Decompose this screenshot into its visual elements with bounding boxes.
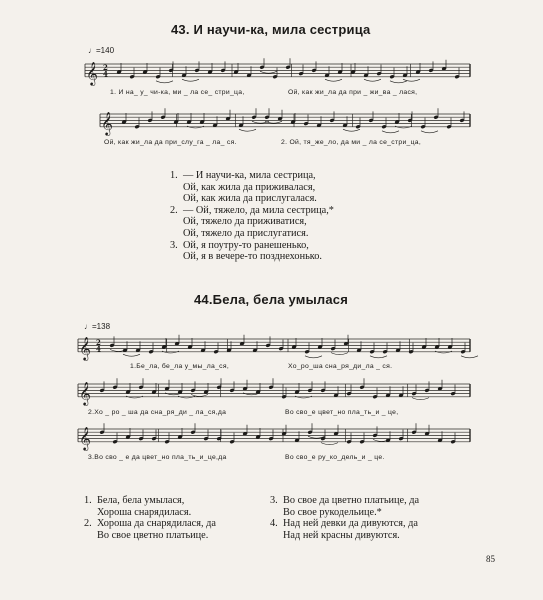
lyric-line: Во сво_е ру_ко_дель_и _ це. (285, 454, 385, 461)
verse-line: Хороша снарядилася. (97, 506, 192, 518)
lyric-line: 3.Во сво _ е да цвет_но пла_ть_и_це,да (88, 454, 227, 461)
verse-number: 1. (84, 495, 92, 506)
verse-number: 2. (170, 204, 178, 216)
verse-number: 3. (270, 495, 278, 506)
verse-number: 1. (170, 170, 178, 181)
tempo-marking: ♩=138 (84, 322, 111, 331)
verse-line: Ой, как жила да приживалася, (183, 181, 316, 193)
svg-text:𝄞: 𝄞 (79, 380, 91, 405)
lyric-line: 1. И на_ у_ чи-ка, ми _ ла се_ стри_ца, (110, 89, 245, 96)
song-title-44: 44.Бела, бела умылася (194, 292, 348, 307)
music-staff (100, 108, 470, 138)
verse-line: Ой, как жила да прислугалася. (183, 193, 317, 205)
svg-text:𝄞: 𝄞 (79, 425, 91, 450)
verse (170, 205, 334, 240)
verse-number: 3. (170, 239, 178, 251)
svg-text:𝄞: 𝄞 (86, 60, 98, 85)
svg-text:𝄞: 𝄞 (101, 110, 113, 135)
verse-line: Ой, тяжело да прислугатися. (183, 227, 309, 239)
verse (270, 495, 419, 518)
lyric-line: 2. Ой, тя_же_ло, да ми _ ла се_стри_ца, (281, 139, 422, 146)
verses-44-right (270, 495, 419, 541)
page-number: 85 (486, 554, 495, 564)
verse (84, 495, 216, 518)
lyric-line: Во сво_е цвет_но пла_ть_и _ це, (285, 409, 399, 416)
verse-line: — Ой, тяжело, да мила сестрица,* (183, 204, 334, 216)
verse-line: Бела, бела умылася, (97, 495, 185, 506)
lyric-line: 1.Бе_ла, бе_ла у_мы_ла_ся, (130, 363, 230, 370)
music-staff (78, 333, 470, 363)
verse-number: 2. (84, 518, 92, 530)
verse-line: — И научи-ка, мила сестрица, (183, 170, 316, 181)
music-staff (85, 58, 470, 88)
music-staff (78, 378, 470, 408)
verse (170, 240, 334, 263)
verse-line: Хороша да снарядилася, да (97, 518, 216, 530)
verse (270, 518, 419, 541)
lyric-line: 2.Хо _ ро _ ша да сна_ря_ди _ ла_ся,да (88, 409, 227, 416)
verse-number: 4. (270, 518, 278, 530)
lyric-line: Ой, как жи_ла да при _ жи_ва _ лася, (288, 89, 418, 96)
svg-text:4: 4 (96, 344, 101, 354)
svg-text:2: 2 (103, 63, 108, 73)
verse-line: Ой, я в вечере-то позднехонько. (183, 251, 322, 263)
verse-line: Над ней девки да дивуются, да (283, 518, 418, 530)
verse-line: Во свое рукодельице.* (283, 506, 382, 518)
verse (84, 518, 216, 541)
verse-line: Ой, тяжело да приживатися, (183, 216, 307, 228)
tempo-marking: ♩=140 (88, 46, 115, 55)
lyric-line: Ой, как жи_ла да при_слу_га _ ла_ ся. (104, 139, 237, 146)
verse-line: Во свое да цветно платьице, да (283, 495, 420, 506)
svg-text:𝄞: 𝄞 (79, 335, 91, 360)
verses-43 (170, 170, 334, 263)
verse (170, 170, 334, 205)
verse-line: Ой, я поутру-то ранешенько, (183, 239, 309, 251)
song-title-43: 43. И научи-ка, мила сестрица (171, 22, 371, 37)
verse-line: Над ней красны дивуются. (283, 529, 400, 541)
svg-text:4: 4 (103, 69, 108, 79)
svg-text:2: 2 (96, 338, 101, 348)
music-staff (78, 423, 470, 453)
lyric-line: Хо_ро_ша сна_ря_ди_ла _ ся. (288, 363, 393, 370)
verses-44-left (84, 495, 216, 541)
verse-line: Во свое цветно платьице. (97, 529, 209, 541)
